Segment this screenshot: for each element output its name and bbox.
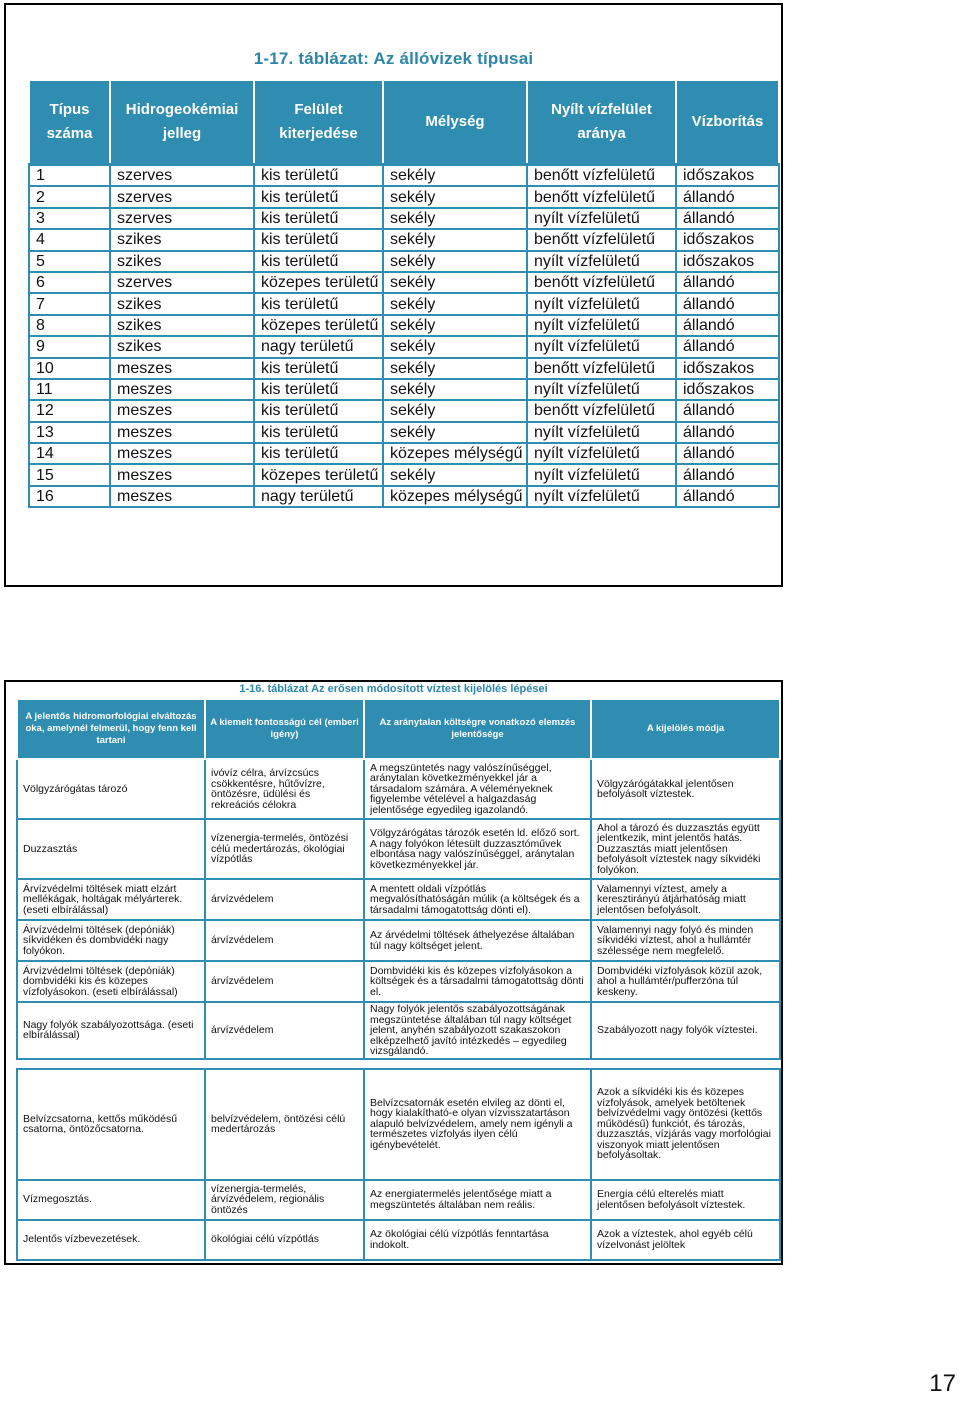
cell-hydrogeochemical: szikes [110, 336, 254, 357]
header-type-number: Típus száma [29, 80, 110, 165]
header-water-cover: Vízborítás [676, 80, 779, 165]
cell-surface-extent: közepes területű [254, 315, 383, 336]
cell-cost-analysis: A megszüntetés nagy valószínűséggel, aránytalan következményekkel jár a társadalom számára. A véleményeknek figyelembe vételével a halgazdaság jelentősége egyedileg igazolandó. [364, 759, 591, 819]
cell-designation-method: Ahol a tározó és duzzasztás együtt jelentkezik, mint jelentős hatás. Duzzasztás miatt jelentősen befolyásolt víztestek nagy síkvidéki folyókon. [591, 819, 780, 879]
cell-water-cover: időszakos [676, 165, 779, 187]
cell-type-number: 10 [29, 358, 110, 379]
cell-depth: sekély [383, 229, 527, 250]
cell-surface-extent: közepes területű [254, 272, 383, 293]
table-row [17, 1220, 780, 1260]
cell-depth: sekély [383, 315, 527, 336]
cell-water-cover: állandó [676, 443, 779, 464]
cell-surface-extent: kis területű [254, 422, 383, 443]
cell-goal: árvízvédelem [205, 879, 364, 920]
cell-surface-extent: kis területű [254, 229, 383, 250]
cell-surface-extent: kis területű [254, 358, 383, 379]
cell-water-cover: időszakos [676, 379, 779, 400]
cell-surface-extent: kis területű [254, 443, 383, 464]
cell-designation-method: Valamennyi nagy folyó és minden síkvidéki víztest, ahol a hullámtér szélessége nem megfelelő. [591, 920, 780, 961]
cell-surface-extent: nagy területű [254, 336, 383, 357]
table-row [17, 879, 780, 920]
table-row [29, 208, 779, 229]
table-row [17, 920, 780, 961]
cell-type-number: 6 [29, 272, 110, 293]
cell-depth: sekély [383, 336, 527, 357]
table-row [29, 293, 779, 314]
table-row [17, 819, 780, 879]
cell-designation-method: Dombvidéki vízfolyások közül azok, ahol a hullámtér/pufferzóna túl keskeny. [591, 961, 780, 1002]
cell-goal: árvízvédelem [205, 920, 364, 961]
cell-open-water-ratio: nyílt vízfelületű [527, 486, 676, 507]
cell-open-water-ratio: nyílt vízfelületű [527, 422, 676, 443]
table-row [29, 358, 779, 379]
cell-cost-analysis: Belvízcsatornák esetén elvileg az dönti el, hogy kialakítható-e olyan vízvisszatartáson alapuló belvízvédelem, amely nem igényli a természetes vízfolyás ilyen célú igénybevételét. [364, 1069, 591, 1180]
cell-depth: sekély [383, 272, 527, 293]
cell-cause: Belvízcsatorna, kettős működésű csatorna, öntözőcsatorna. [17, 1069, 205, 1180]
cell-hydrogeochemical: meszes [110, 486, 254, 507]
cell-designation-method: Azok a síkvidéki kis és közepes vízfolyások, amelyek betöltenek belvízvédelmi vagy öntözési (kettős működésű) funkciót, és tározás, duzzasztás, vízjárás vagy morfológiai viszonyok miatt jelentősen befolyásoltak. [591, 1069, 780, 1180]
table-caption: 1-16. táblázat Az erősen módosított víztest kijelölés lépései [239, 683, 548, 695]
designation-steps-table [16, 698, 781, 1261]
header-cost-analysis: Az aránytalan költségre vonatkozó elemzés jelentősége [364, 699, 591, 759]
table-row [29, 336, 779, 357]
cell-goal: vízenergia-termelés, öntözési célú medertározás, ökológiai vízpótlás [205, 819, 364, 879]
standing-water-types-table [28, 79, 780, 508]
table-row [17, 1002, 780, 1059]
header-designation-method: A kijelölés módja [591, 699, 780, 759]
cell-cost-analysis: Az árvédelmi töltések áthelyezése általában túl nagy költséget jelent. [364, 920, 591, 961]
cell-water-cover: időszakos [676, 358, 779, 379]
cell-goal: árvízvédelem [205, 1002, 364, 1059]
cell-water-cover: időszakos [676, 251, 779, 272]
cell-surface-extent: kis területű [254, 251, 383, 272]
cell-hydrogeochemical: meszes [110, 379, 254, 400]
cell-depth: közepes mélységű [383, 443, 527, 464]
cell-cause: Vízmegosztás. [17, 1180, 205, 1220]
table-row [17, 1180, 780, 1220]
cell-water-cover: időszakos [676, 229, 779, 250]
table-spacer [17, 1059, 780, 1069]
header-hydrogeochemical: Hidrogeokémiai jelleg [110, 80, 254, 165]
cell-water-cover: állandó [676, 464, 779, 485]
cell-hydrogeochemical: szerves [110, 186, 254, 207]
table-row [29, 443, 779, 464]
cell-depth: sekély [383, 208, 527, 229]
cell-hydrogeochemical: meszes [110, 443, 254, 464]
cell-water-cover: állandó [676, 422, 779, 443]
cell-cause: Árvízvédelmi töltések (depóniák) dombvidéki kis és közepes vízfolyásokon. (eseti elbírálással) [17, 961, 205, 1002]
cell-designation-method: Völgyzárógátakkal jelentősen befolyásolt víztestek. [591, 759, 780, 819]
cell-open-water-ratio: nyílt vízfelületű [527, 293, 676, 314]
cell-water-cover: állandó [676, 186, 779, 207]
cell-cause: Árvízvédelmi töltések (depóniák) síkvidéken és dombvidéki nagy folyókon. [17, 920, 205, 961]
cell-cost-analysis: A mentett oldali vízpótlás megvalósíthatóságán múlik (a költségek és a társadalmi támogatottság dönti el). [364, 879, 591, 920]
cell-cost-analysis: Nagy folyók jelentős szabályozottságának megszüntetése általában túl nagy költséget jelent, anyhén szabályozott szakaszokon elképzelhető javító intézkedés – egyedileg vizsgálandó. [364, 1002, 591, 1059]
page-number: 17 [929, 1370, 956, 1397]
table-row [29, 379, 779, 400]
cell-water-cover: állandó [676, 400, 779, 421]
cell-type-number: 14 [29, 443, 110, 464]
cell-goal: ökológiai célú vízpótlás [205, 1220, 364, 1260]
cell-water-cover: állandó [676, 272, 779, 293]
cell-open-water-ratio: nyílt vízfelületű [527, 208, 676, 229]
cell-depth: sekély [383, 422, 527, 443]
cell-goal: belvízvédelem, öntözési célú medertározás [205, 1069, 364, 1180]
cell-depth: sekély [383, 251, 527, 272]
table-row [29, 272, 779, 293]
cell-type-number: 16 [29, 486, 110, 507]
cell-cause: Nagy folyók szabályozottsága. (eseti elbírálással) [17, 1002, 205, 1059]
cell-type-number: 9 [29, 336, 110, 357]
cell-type-number: 5 [29, 251, 110, 272]
cell-hydrogeochemical: szerves [110, 208, 254, 229]
cell-depth: közepes mélységű [383, 486, 527, 507]
cell-cost-analysis: Az ökológiai célú vízpótlás fenntartása indokolt. [364, 1220, 591, 1260]
table-row [29, 315, 779, 336]
cell-hydrogeochemical: meszes [110, 358, 254, 379]
cell-hydrogeochemical: meszes [110, 464, 254, 485]
table-row [29, 229, 779, 250]
cell-surface-extent: kis területű [254, 400, 383, 421]
cell-surface-extent: kis területű [254, 165, 383, 187]
slide-standing-water-types [4, 3, 783, 587]
table-row [29, 486, 779, 507]
cell-type-number: 4 [29, 229, 110, 250]
cell-hydrogeochemical: szikes [110, 315, 254, 336]
spacer-cell [17, 1059, 780, 1069]
cell-cause: Duzzasztás [17, 819, 205, 879]
cell-cause: Árvízvédelmi töltések miatt elzárt mellékágak, holtágak mélyárterek. (eseti elbírálással) [17, 879, 205, 920]
header-goal: A kiemelt fontosságú cél (emberi igény) [205, 699, 364, 759]
cell-designation-method: Valamennyi víztest, amely a keresztirányú átjárhatóság miatt jelentősen befolyásolt. [591, 879, 780, 920]
cell-cost-analysis: Az energiatermelés jelentősége miatt a megszüntetés általában nem reális. [364, 1180, 591, 1220]
cell-cause: Völgyzárógátas tározó [17, 759, 205, 819]
cell-type-number: 13 [29, 422, 110, 443]
cell-open-water-ratio: nyílt vízfelületű [527, 464, 676, 485]
cell-surface-extent: kis területű [254, 379, 383, 400]
header-surface-extent: Felület kiterjedése [254, 80, 383, 165]
cell-surface-extent: kis területű [254, 293, 383, 314]
cell-depth: sekély [383, 358, 527, 379]
table-body [29, 165, 779, 508]
cell-depth: sekély [383, 400, 527, 421]
table-title: 1-17. táblázat: Az állóvizek típusai [253, 49, 534, 68]
cell-depth: sekély [383, 186, 527, 207]
cell-open-water-ratio: benőtt vízfelületű [527, 186, 676, 207]
cell-cost-analysis: Dombvidéki kis és közepes vízfolyásokon a költségek és a társadalmi támogatottság dönti el. [364, 961, 591, 1002]
cell-depth: sekély [383, 165, 527, 187]
cell-water-cover: állandó [676, 486, 779, 507]
table-row [17, 1069, 780, 1180]
cell-depth: sekély [383, 293, 527, 314]
cell-type-number: 15 [29, 464, 110, 485]
cell-type-number: 12 [29, 400, 110, 421]
cell-open-water-ratio: benőtt vízfelületű [527, 358, 676, 379]
cell-type-number: 7 [29, 293, 110, 314]
cell-goal: vízenergia-termelés, árvízvédelem, regionális öntözés [205, 1180, 364, 1220]
cell-goal: ivóvíz célra, árvízcsúcs csökkentésre, hűtővízre, öntözésre, üdülési és rekreációs célokra [205, 759, 364, 819]
cell-water-cover: állandó [676, 336, 779, 357]
table-header-row [17, 699, 780, 759]
cell-water-cover: állandó [676, 208, 779, 229]
cell-open-water-ratio: benőtt vízfelületű [527, 229, 676, 250]
cell-water-cover: állandó [676, 293, 779, 314]
cell-type-number: 3 [29, 208, 110, 229]
cell-open-water-ratio: nyílt vízfelületű [527, 336, 676, 357]
cell-type-number: 11 [29, 379, 110, 400]
slide-heavily-modified-water [4, 680, 783, 1265]
cell-open-water-ratio: nyílt vízfelületű [527, 443, 676, 464]
cell-designation-method: Azok a víztestek, ahol egyéb célú vízelvonást jelöltek [591, 1220, 780, 1260]
table-row [29, 251, 779, 272]
cell-open-water-ratio: benőtt vízfelületű [527, 165, 676, 187]
cell-hydrogeochemical: szikes [110, 251, 254, 272]
cell-open-water-ratio: benőtt vízfelületű [527, 272, 676, 293]
cell-type-number: 1 [29, 165, 110, 187]
table-row [17, 961, 780, 1002]
cell-open-water-ratio: nyílt vízfelületű [527, 315, 676, 336]
cell-surface-extent: közepes területű [254, 464, 383, 485]
cell-designation-method: Szabályozott nagy folyók víztestei. [591, 1002, 780, 1059]
cell-surface-extent: kis területű [254, 186, 383, 207]
cell-hydrogeochemical: szikes [110, 293, 254, 314]
cell-hydrogeochemical: szikes [110, 229, 254, 250]
table-row [17, 759, 780, 819]
cell-open-water-ratio: benőtt vízfelületű [527, 400, 676, 421]
cell-open-water-ratio: nyílt vízfelületű [527, 251, 676, 272]
table-row [29, 400, 779, 421]
cell-hydrogeochemical: szerves [110, 165, 254, 187]
table-header-row [29, 80, 779, 165]
cell-open-water-ratio: nyílt vízfelületű [527, 379, 676, 400]
header-depth: Mélység [383, 80, 527, 165]
cell-type-number: 2 [29, 186, 110, 207]
header-open-water-ratio: Nyílt vízfelület aránya [527, 80, 676, 165]
cell-hydrogeochemical: szerves [110, 272, 254, 293]
cell-cause: Jelentős vízbevezetések. [17, 1220, 205, 1260]
table-body [17, 759, 780, 1260]
cell-depth: sekély [383, 379, 527, 400]
table-row [29, 165, 779, 187]
cell-hydrogeochemical: meszes [110, 400, 254, 421]
cell-type-number: 8 [29, 315, 110, 336]
cell-water-cover: állandó [676, 315, 779, 336]
cell-designation-method: Energia célú elterelés miatt jelentősen befolyásolt víztestek. [591, 1180, 780, 1220]
cell-depth: sekély [383, 464, 527, 485]
table-row [29, 186, 779, 207]
cell-cost-analysis: Völgyzárógátas tározók esetén ld. előző sort. A nagy folyókon létesült duzzasztóművek elbontása nagy valószínűséggel, aránytalan következményekkel jár. [364, 819, 591, 879]
table-row [29, 464, 779, 485]
cell-surface-extent: kis területű [254, 208, 383, 229]
cell-hydrogeochemical: meszes [110, 422, 254, 443]
header-cause: A jelentős hidromorfológiai elváltozás oka, amelynél felmerül, hogy fenn kell tartani [17, 699, 205, 759]
cell-surface-extent: nagy területű [254, 486, 383, 507]
table-row [29, 422, 779, 443]
cell-goal: árvízvédelem [205, 961, 364, 1002]
